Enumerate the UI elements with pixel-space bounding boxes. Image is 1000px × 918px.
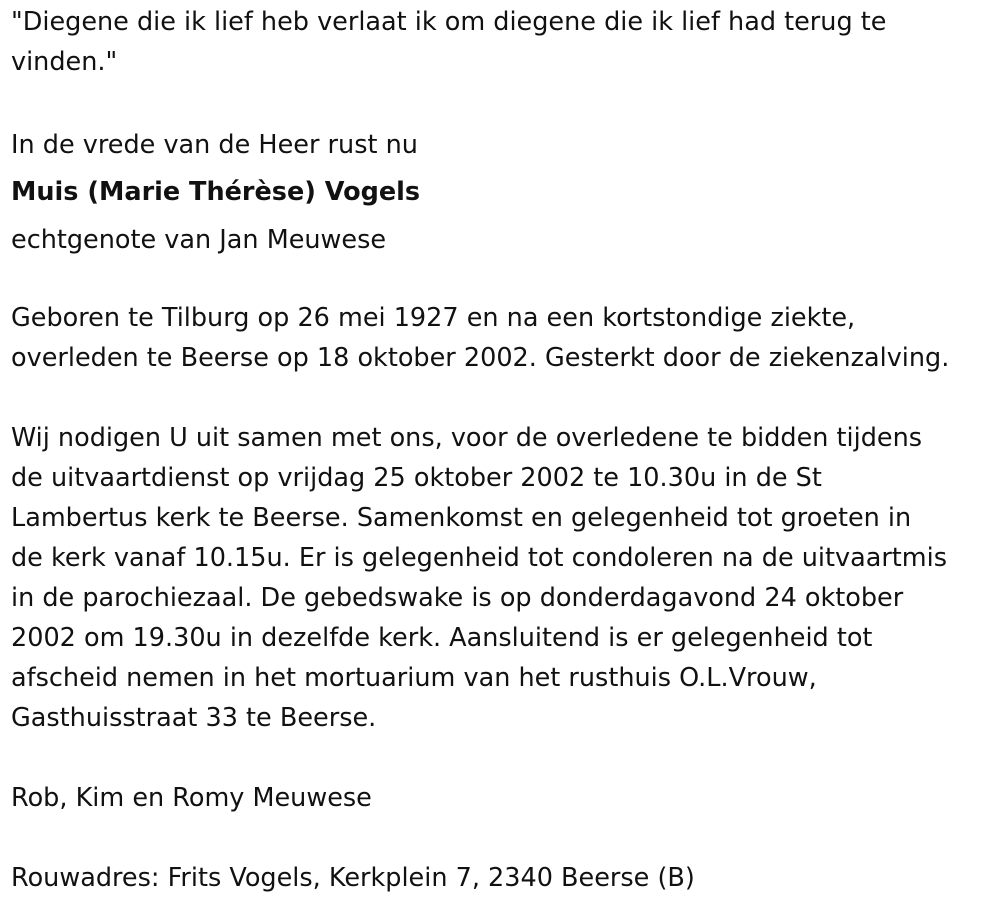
spouse-line: echtgenote van Jan Meuwese (11, 225, 387, 255)
invitation-line: Wij nodigen U uit samen met ons, voor de overledene te bidden tijdens (11, 423, 923, 453)
birth-death-line-1: Geboren te Tilburg op 26 mei 1927 en na een kortstondige ziekte, (11, 303, 856, 333)
spacer (11, 264, 996, 298)
spacer (11, 818, 996, 858)
invitation-line: de uitvaartdienst op vrijdag 25 oktober 2002 te 10.30u in de St (11, 463, 822, 493)
invitation-line: Lambertus kerk te Beerse. Samenkomst en gelegenheid tot groeten in (11, 503, 912, 533)
invitation-line: afscheid nemen in het mortuarium van het rusthuis O.L.Vrouw, (11, 663, 817, 693)
obituary-notice (11, 2, 996, 898)
deceased-name: Muis (Marie Thérèse) Vogels (11, 177, 421, 207)
family-names: Rob, Kim en Romy Meuwese (11, 783, 372, 813)
mourning-address: Rouwadres: Frits Vogels, Kerkplein 7, 2340 Beerse (B) (11, 863, 695, 893)
invitation-line: in de parochiezaal. De gebedswake is op donderdagavond 24 oktober (11, 583, 904, 613)
invitation-paragraph (11, 418, 996, 738)
invitation-line: de kerk vanaf 10.15u. Er is gelegenheid tot condoleren na de uitvaartmis (11, 543, 948, 573)
invitation-line: Gasthuisstraat 33 te Beerse. (11, 703, 377, 733)
spacer (11, 82, 996, 122)
birth-death-line-2: overleden te Beerse op 18 oktober 2002. Gesterkt door de ziekenzalving. (11, 343, 950, 373)
invitation-line: 2002 om 19.30u in dezelfde kerk. Aansluitend is er gelegenheid tot (11, 623, 873, 653)
spacer (11, 378, 996, 418)
quote-line-2: vinden." (11, 47, 118, 77)
announcement-intro: In de vrede van de Heer rust nu (11, 130, 418, 160)
quote-line-1: "Diegene die ik lief heb verlaat ik om diegene die ik lief had terug te (11, 7, 887, 37)
spacer (11, 738, 996, 778)
